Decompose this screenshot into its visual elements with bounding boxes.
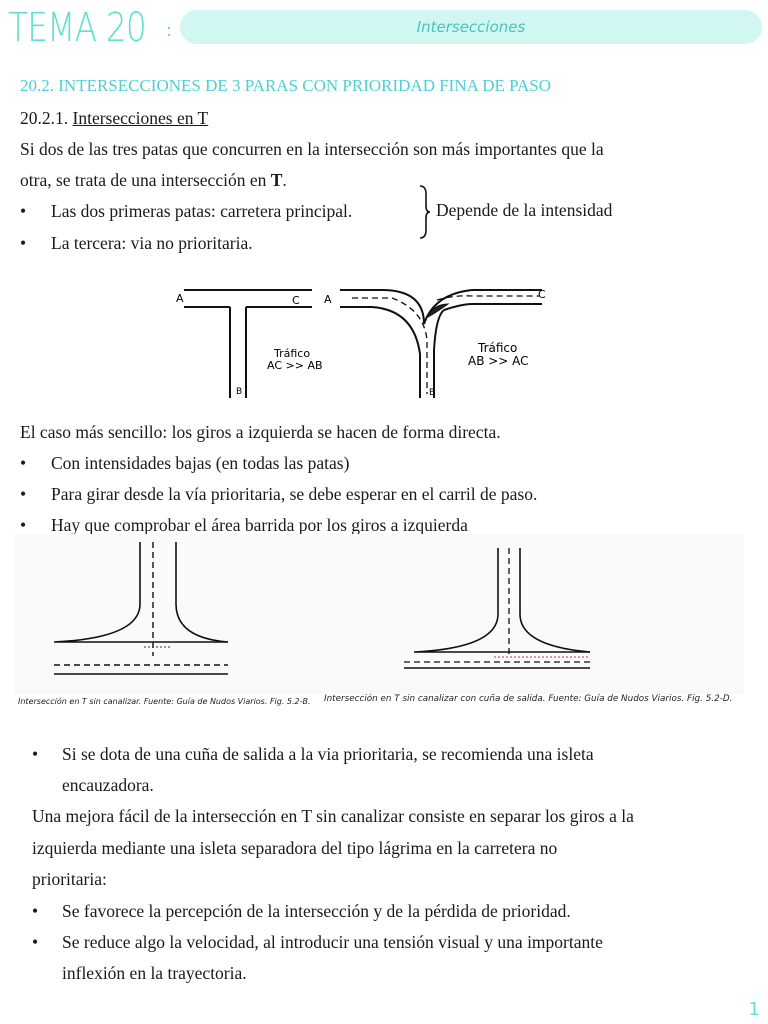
bullet-dot: • xyxy=(20,233,27,253)
list-item-continuation: inflexión en la trayectoria. xyxy=(62,963,247,983)
bullet-dot: • xyxy=(20,515,27,534)
list-item-text: Se favorece la percepción de la intersección y de la pérdida de prioridad. xyxy=(62,901,571,921)
subsection-number: 20.2.1. xyxy=(20,108,69,128)
traffic-ratio: AB >> AC xyxy=(468,354,529,368)
bullet-dot: • xyxy=(32,744,39,764)
label-c: C xyxy=(292,294,300,307)
list-item xyxy=(32,896,571,927)
intro-period: . xyxy=(282,170,287,190)
traffic-ratio: AC >> AB xyxy=(267,359,323,372)
topic-label: Intersecciones xyxy=(416,18,526,36)
list-item xyxy=(20,479,537,510)
list-item-text: Para girar desde la vía prioritaria, se debe esperar en el carril de paso. xyxy=(51,484,538,504)
list-item-text: Hay que comprobar el área barrida por los giros a izquierda xyxy=(51,515,468,534)
page-number: 1 xyxy=(748,999,760,1020)
list-item-text: Se reduce algo la velocidad, al introducir una tensión visual y una importante xyxy=(62,932,603,952)
list-item xyxy=(20,448,349,479)
label-b: B xyxy=(429,388,436,398)
list-item-text: Si se dota de una cuña de salida a la via prioritaria, se recomienda una isleta xyxy=(62,744,594,764)
label-c: C xyxy=(538,288,546,301)
curly-brace-icon xyxy=(418,184,432,240)
list-item-text: Las dos primeras patas: carretera principal. xyxy=(51,201,353,221)
list-item-text: Con intensidades bajas (en todas las patas) xyxy=(51,453,350,473)
intro-line-1: Si dos de las tres patas que concurren en la intersección son más importantes que la xyxy=(20,139,604,159)
intro-line-2 xyxy=(20,165,287,196)
bullet-dot: • xyxy=(32,901,39,921)
list-item xyxy=(20,228,253,259)
traffic-label: Tráfico xyxy=(478,341,518,355)
figure-unchannelized-t xyxy=(14,534,744,694)
list-item-continuation: encauzadora. xyxy=(62,775,154,795)
bullet-dot: • xyxy=(20,453,27,473)
topic-banner xyxy=(180,10,762,44)
simple-case-text: El caso más sencillo: los giros a izquierda se hacen de forma directa. xyxy=(20,422,501,442)
t-diagram-left xyxy=(176,290,323,398)
list-item xyxy=(20,196,352,227)
label-a: A xyxy=(176,292,184,305)
paragraph-line-2: izquierda mediante una isleta separadora del tipo lágrima en la carretera no xyxy=(32,838,558,858)
tema-colon: : xyxy=(166,20,173,41)
figure-t-intersections xyxy=(172,280,552,402)
list-item xyxy=(32,739,594,770)
bullet-dot: • xyxy=(20,201,27,221)
brace-note: Depende de la intensidad xyxy=(436,200,613,220)
intro-text: otra, se trata de una intersección en xyxy=(20,170,271,190)
paragraph-line-1: Una mejora fácil de la intersección en T sin canalizar consiste en separar los giros a la xyxy=(32,806,634,826)
label-b: B xyxy=(236,387,243,397)
subsection-heading xyxy=(20,103,208,134)
intro-bold-t: T xyxy=(270,170,283,190)
list-item xyxy=(20,510,468,534)
tema-title: TEMA 20 xyxy=(8,5,146,51)
list-item xyxy=(32,927,603,958)
bullet-dot: • xyxy=(20,484,27,504)
label-a: A xyxy=(324,293,332,306)
list-item-text: La tercera: via no prioritaria. xyxy=(51,233,253,253)
subsection-title: Intersecciones en T xyxy=(72,108,209,128)
paragraph-line-3: prioritaria: xyxy=(32,869,107,889)
caption-left: Intersección en T sin canalizar. Fuente: Guía de Nudos Viarios. Fig. 5.2-B. xyxy=(18,697,311,706)
t-diagram-right xyxy=(324,288,546,398)
bullet-dot: • xyxy=(32,932,39,952)
caption-right: Intersección en T sin canalizar con cuña de salida. Fuente: Guía de Nudos Viarios. Fig. 5.2-D. xyxy=(324,694,733,704)
section-title: 20.2. INTERSECCIONES DE 3 PARAS CON PRIORIDAD FINA DE PASO xyxy=(20,76,552,95)
traffic-label: Tráfico xyxy=(274,347,311,360)
